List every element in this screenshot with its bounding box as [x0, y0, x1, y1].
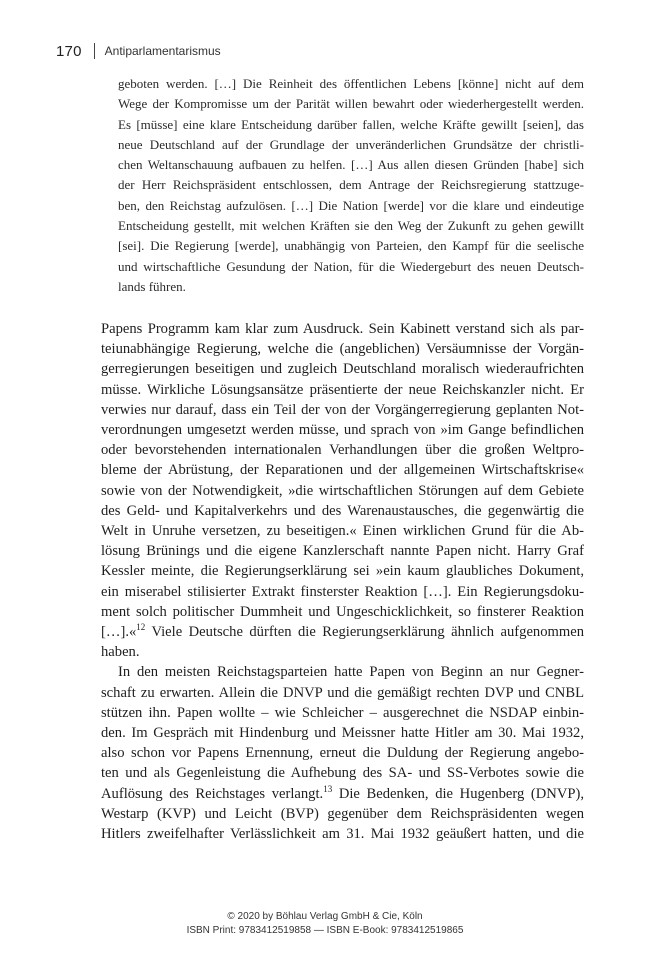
text-line: also schon vor Papens Ernennung, erneut die Duldung der Regierung angebo- — [101, 745, 584, 762]
isbn-line: ISBN Print: 9783412519858 — ISBN E-Book: 9783412519865 — [186, 925, 464, 936]
text-line: den. Im Gespräch mit Hindenburg und Meissner hatte Hitler am 30. Mai 1932, — [101, 725, 584, 742]
quote-line: der Herr Reichspräsident entschlossen, dem Antrage der Reichsregierung stattzuge- — [118, 177, 584, 193]
text-line: Kessler meinte, die Regierungserklärung sei »ein kaum glaubliches Dokument, — [101, 563, 584, 580]
text-line: des Geld- und Kapitalverkehrs und des Warenaustausches, die gegenwärtig die — [101, 502, 584, 519]
copyright-line: © 2020 by Böhlau Verlag GmbH & Cie, Köln — [227, 911, 423, 922]
text-line: teiunabhängige Regierung, welche die (angeblichen) Versäumnisse der Vorgän- — [101, 341, 584, 358]
block-quote — [118, 74, 584, 297]
text-line: ein miserabel stilisierter Extrakt finsterster Reaktion […]. Ein Regierungsdoku- — [101, 583, 584, 600]
text-line: ment solch politischer Dummheit und Ungeschicklichkeit, so finsterer Reaktion — [101, 603, 584, 620]
footnote-marker-12: 12 — [136, 622, 146, 633]
quote-line: lands führen. — [118, 278, 186, 294]
text-line: verordnungen umgesetzt werden müsse, und sprach von »im Gange befindlichen — [101, 422, 584, 439]
text-line: haben. — [101, 644, 140, 661]
text-fragment: Die Bedenken, die Hugenberg (DNVP), — [332, 785, 584, 802]
text-line: schaft zu erwarten. Allein die DNVP und die gemäßigt rechten DVP und CNBL — [101, 684, 584, 701]
text-line: sowie von der Notwendigkeit, »die wirtschaftlichen Störungen auf dem Gebiete — [101, 482, 584, 499]
text-line: lösung Brünings und die eigene Kanzlerschaft nannte Papen nicht. Harry Graf — [101, 543, 584, 560]
quote-line: chen Weltanschauung aufbauen zu helfen. […] Aus allen diesen Gründen [habe] sich — [118, 157, 584, 173]
page-footer — [0, 910, 650, 938]
text-line: In den meisten Reichstagsparteien hatte Papen von Beginn an nur Gegner- — [118, 664, 584, 681]
text-fragment: […].« — [101, 624, 137, 641]
paragraph-2 — [101, 662, 584, 844]
running-header — [56, 40, 221, 62]
running-title: Antiparlamentarismus — [104, 44, 221, 58]
body-text — [101, 319, 584, 844]
quote-line: neue Deutschland auf der Grundlage der unveränderlichen Grundsätze der christli- — [118, 136, 584, 152]
text-line: müsse. Wirkliche Lösungsansätze präsentierte der neue Reichskanzler nicht. Er — [101, 381, 584, 398]
text-line: stützen ihn. Papen wollte – wie Schleicher – ausgerechnet die NSDAP einbin- — [101, 704, 584, 721]
text-line: ten und als Gegenleistung die Aufhebung des SA- und SS-Verbotes sowie die — [101, 765, 584, 782]
quote-line: [sei]. Die Regierung [werde], unabhängig von Parteien, den Kampf für die seelische — [118, 238, 584, 254]
text-fragment: Viele Deutsche dürften die Regierungserklärung ähnlich aufgenommen — [145, 624, 584, 641]
text-line: verwies nur darauf, dass ein Teil der von der Vorgängerregierung geplanten Not- — [101, 401, 584, 418]
text-line: Papens Programm kam klar zum Ausdruck. Sein Kabinett verstand sich als par- — [101, 321, 584, 337]
text-line: gerregierungen beseitigen und zugleich Deutschland moralisch wiederaufrichten — [101, 361, 584, 378]
quote-line: Wege der Kompromisse um der Parität willen bewahrt oder wiederhergestellt werden. — [118, 96, 584, 112]
quote-line: Es [müsse] eine klare Entscheidung darüber fallen, welche Kräfte gewillt [seien], das — [118, 116, 584, 132]
footnote-marker-13: 13 — [323, 783, 333, 794]
text-line-with-footnote — [101, 622, 584, 642]
text-line: Welt in Unruhe versetzen, zu beseitigen.« Einen wirklichen Grund für die Ab- — [101, 523, 584, 540]
text-fragment: Auflösung des Reichstages verlangt. — [101, 785, 324, 802]
page-number: 170 — [56, 42, 82, 60]
quote-line: und wirtschaftliche Gesundung der Nation, für die Wiedergeburt des neuen Deutsch- — [118, 258, 584, 274]
header-divider — [94, 43, 95, 59]
text-line: Hitlers zweifelhafter Verlässlichkeit am 31. Mai 1932 geäußert hatten, und die — [101, 826, 584, 843]
quote-line: Entscheidung gestellt, mit welchen Kräften sie den Weg der Zukunft zu gehen gewillt — [118, 218, 584, 234]
text-line-with-footnote — [101, 784, 584, 804]
text-line: oder bevorstehenden internationalen Verhandlungen über die großen Weltpro- — [101, 442, 584, 459]
text-line: bleme der Abrüstung, der Reparationen und der allgemeinen Wirtschaftskrise« — [101, 462, 584, 479]
text-line: Westarp (KVP) und Leicht (BVP) gegenüber dem Reichspräsidenten wegen — [101, 805, 584, 822]
quote-line: geboten werden. […] Die Reinheit des öffentlichen Lebens [könne] nicht auf dem — [118, 76, 584, 91]
paragraph-1 — [101, 319, 584, 662]
quote-line: ben, den Reichstag aufzulösen. […] Die Nation [werde] vor die klare und eindeutige — [118, 197, 584, 213]
